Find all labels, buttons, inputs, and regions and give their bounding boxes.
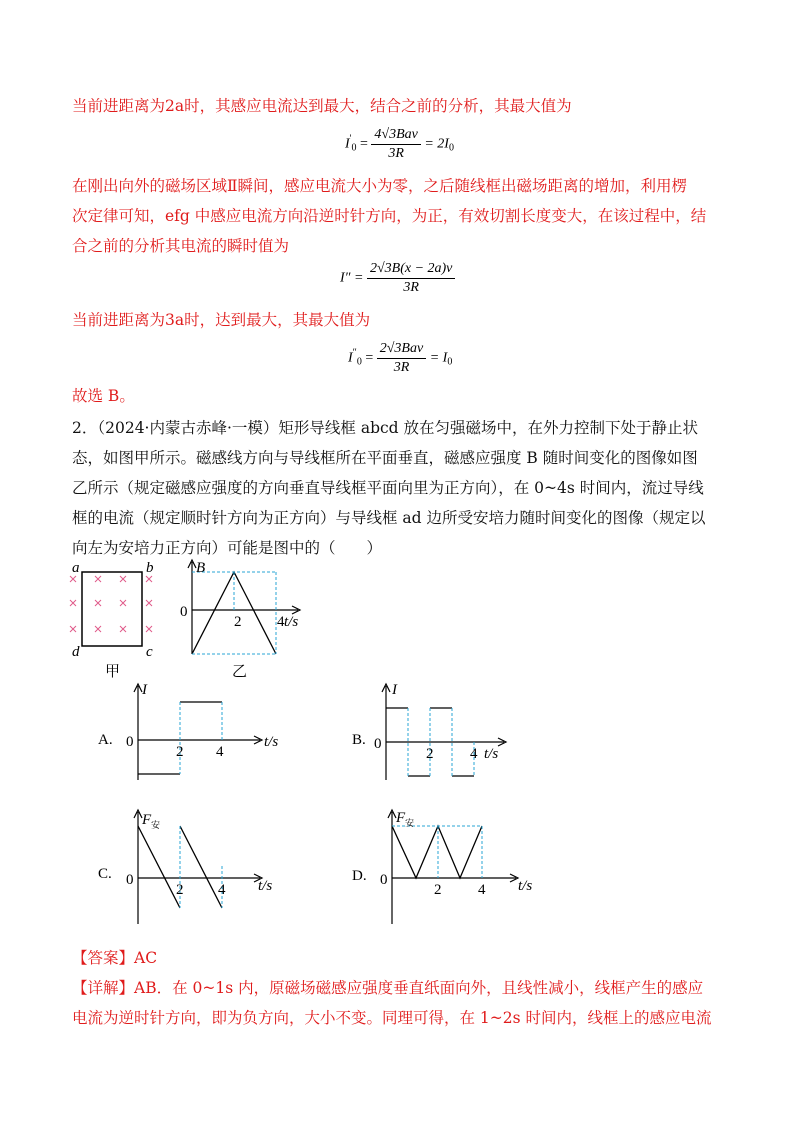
eq3-lhs: I	[348, 350, 353, 366]
yi-origin: 0	[180, 604, 188, 620]
eq3-denominator: 3R	[393, 360, 410, 375]
yi-xlabel: t/s	[284, 614, 299, 630]
a-tick-2: 2	[176, 744, 184, 760]
d-triangle-wave	[392, 826, 482, 878]
eq2-fraction	[367, 260, 455, 297]
wire-frame	[82, 572, 142, 646]
equation-1: $I'_0$ = $\frac{\text{4√3Bav}}{3R}$ = $2I_0$	[345, 127, 454, 161]
d-dashed-guides	[392, 826, 482, 878]
yi-tick-2: 2	[234, 614, 242, 630]
option-d-letter: D.	[352, 868, 367, 884]
c-origin: 0	[126, 872, 134, 888]
yi-tick-4: 4	[277, 614, 285, 630]
option-b-letter: B.	[352, 732, 366, 748]
corner-d: d	[72, 644, 80, 660]
q2-line5: 向左为安培力正方向）可能是图中的（ ）	[72, 539, 383, 557]
d-tick-4: 4	[478, 882, 486, 898]
answer-line	[72, 948, 157, 968]
q2-line1: 2．（2024·内蒙古赤峰·一模）矩形导线框 abcd 放在匀强磁场中，在外力控制下处于静止状	[72, 419, 699, 437]
eq1-lhs-sup: '	[349, 133, 352, 145]
a-ylabel: I	[142, 682, 147, 698]
q2-line2: 态，如图甲所示。磁感线方向与导线框所在平面垂直，磁感应强度 B 随时间变化的图像如图	[72, 449, 698, 467]
option-a-letter: A.	[98, 732, 113, 748]
d-ylabel: F	[396, 810, 406, 826]
eq1-numerator: 4√3Bav	[371, 126, 420, 145]
a-xlabel: t/s	[264, 734, 279, 750]
eq1-denominator: 3R	[388, 146, 404, 161]
eq3-numerator: 2√3Bav	[377, 340, 426, 359]
q2-line4: 框的电流（规定顺时针方向为正方向）与导线框 ad 边所受安培力随时间变化的图像（规定以	[72, 509, 706, 527]
answer-value: AC	[134, 949, 158, 967]
b-tick-4: 4	[470, 746, 478, 762]
eq3-lhs-sub: 0	[356, 356, 362, 368]
para2-line1: 在刚出向外的磁场区域Ⅱ瞬间，感应电流大小为零，之后随线框出磁场距离的增加，利用楞	[72, 177, 688, 195]
a-origin: 0	[126, 734, 134, 750]
para1-line1: 当前进距离为2a时，其感应电流达到最大，结合之前的分析，其最大值为	[72, 97, 572, 115]
corner-a: a	[72, 560, 80, 576]
b-tick-2: 2	[426, 746, 434, 762]
option-c-graph	[92, 806, 292, 930]
d-xlabel: t/s	[518, 878, 533, 894]
para4: 故选 B。	[72, 387, 135, 405]
detail-line2: 电流为逆时针方向，即为负方向，大小不变。同理可得，在 1~2s 时间内，线框上的感应电流	[72, 1009, 712, 1027]
c-tick-2: 2	[176, 882, 184, 898]
c-xlabel: t/s	[258, 878, 273, 894]
detail-line1	[72, 978, 703, 998]
d-origin: 0	[380, 872, 388, 888]
eq2-denominator: 3R	[403, 280, 419, 295]
d-tick-2: 2	[434, 882, 442, 898]
detail-tag: 【详解】	[72, 979, 135, 997]
eq3-lhs-sup: ″	[352, 347, 357, 359]
c-tick-4: 4	[218, 882, 226, 898]
a-tick-4: 4	[216, 744, 224, 760]
eq1-rhs-sub: 0	[448, 142, 454, 154]
option-a-graph	[92, 680, 292, 788]
eq3-rhs: = I	[429, 350, 448, 366]
eq3-fraction	[377, 340, 426, 377]
option-c-letter: C.	[98, 866, 112, 882]
a-dashed-guides	[180, 702, 222, 774]
option-b-graph	[346, 680, 546, 788]
caption-yi: 乙	[232, 664, 248, 680]
eq1-rhs: = 2I	[424, 136, 449, 152]
eq2-numerator: 2√3B(x − 2a)v	[367, 260, 455, 279]
option-d-graph	[346, 806, 556, 930]
eq1-lhs-sub: 0	[351, 142, 357, 154]
q2-line3: 乙所示（规定磁感应强度的方向垂直导线框平面向里为正方向），在 0~4s 时间内，流过导线	[72, 479, 704, 497]
c-ylabel-sub: 安	[151, 820, 161, 830]
detail-text1: AB．在 0~1s 内，原磁场磁感应强度垂直纸面向外，且线性减小，线框产生的感应	[134, 979, 704, 997]
equation-2	[340, 260, 455, 297]
eq1-lhs: I	[345, 136, 350, 152]
eq2-lhs: I″ =	[340, 270, 364, 286]
figure-jia	[60, 560, 170, 680]
c-ylabel: F	[142, 812, 152, 828]
eq3-rhs-sub: 0	[447, 356, 453, 368]
corner-c: c	[146, 644, 153, 660]
b-xlabel: t/s	[484, 746, 499, 762]
answer-tag: 【答案】	[72, 949, 135, 967]
caption-jia: 甲	[105, 664, 121, 680]
yi-ylabel: B	[196, 560, 206, 576]
para2-line3: 合之前的分析其电流的瞬时值为	[72, 237, 290, 255]
equation-3: $I''_0$ = $\frac{\text{2√3Bav}}{3R}$ = $I_0$	[348, 341, 453, 375]
eq1-fraction	[371, 126, 420, 163]
yi-dashed-guides	[192, 572, 276, 654]
corner-b: b	[146, 560, 154, 576]
para3-line1: 当前进距离为3a时，达到最大，其最大值为	[72, 311, 371, 329]
b-origin: 0	[374, 736, 382, 752]
figure-yi	[176, 558, 316, 682]
b-ylabel: I	[392, 682, 397, 698]
d-ylabel-sub: 安	[405, 818, 415, 828]
para2-line2: 次定律可知，efg 中感应电流方向沿逆时针方向，为正，有效切割长度变大，在该过程中，结	[72, 207, 707, 225]
